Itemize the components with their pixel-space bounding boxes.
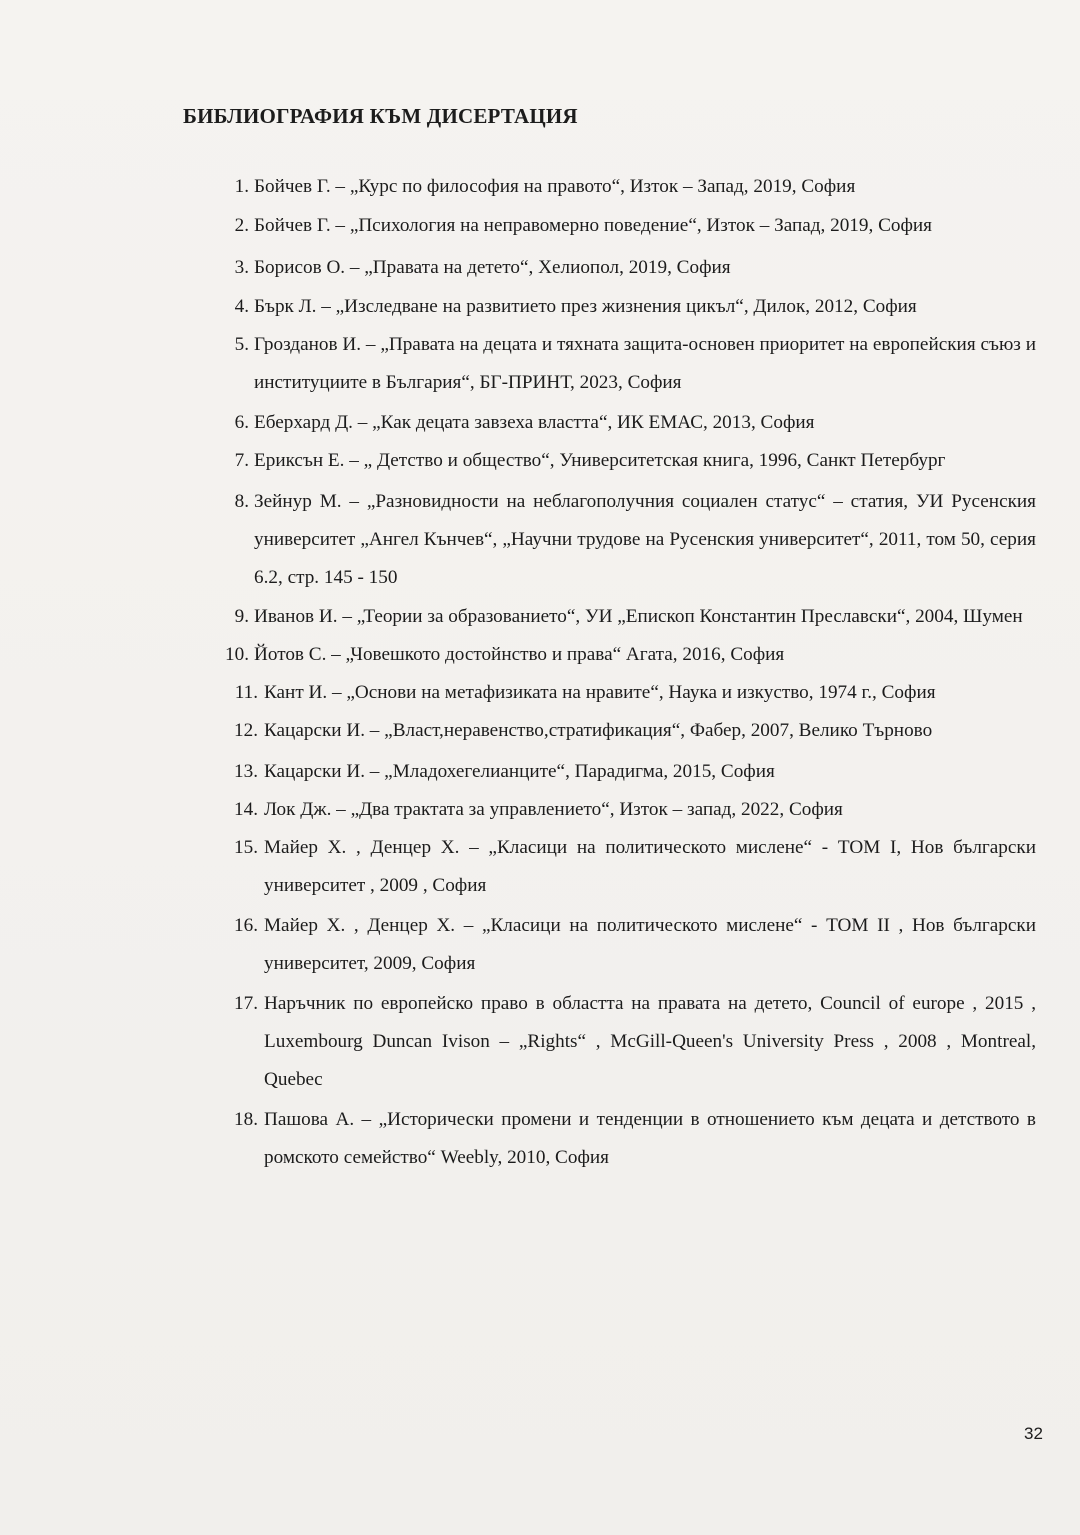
bibliography-entry — [0, 1101, 1080, 1177]
entry-number: 12. — [234, 720, 258, 741]
bibliography-entry — [0, 907, 1080, 983]
entry-text: Зейнур М. – „Разновидности на неблагополучния социален статус“ – статия, УИ Русенския университет „Ангел Кънчев“, „Научни трудове на Русенския университет“, 2011, том 50, серия 6.2, стр. 145 - 150 — [254, 491, 1036, 588]
entry-text: Наръчник по европейско право в областта на правата на детето, Council of europe , 2015 , Luxembourg Duncan Ivison – „Rights“ , McGill-Queen's University Press , 2008 , Montreal, Quebec — [264, 993, 1036, 1090]
entry-text: Майер Х. , Денцер Х. – „Класици на политическото мислене“ - ТОМ I, Нов български университет , 2009 , София — [264, 837, 1036, 896]
entry-text: Кацарски И. – „Младохегелианците“, Парадигма, 2015, София — [264, 761, 775, 782]
bibliography-entry — [0, 598, 1080, 636]
entry-text: Майер Х. , Денцер Х. – „Класици на политическото мислене“ - ТОМ II , Нов български университет, 2009, София — [264, 915, 1036, 974]
entry-number: 14. — [234, 799, 258, 820]
entry-number: 7. — [234, 450, 249, 471]
bibliography-entry — [0, 753, 1080, 791]
entry-text: Лок Дж. – „Два трактата за управлението“, Изток – запад, 2022, София — [264, 799, 843, 820]
page-title: БИБЛИОГРАФИЯ КЪМ ДИСЕРТАЦИЯ — [183, 104, 578, 128]
entry-text: Борисов О. – „Правата на детето“, Хелиопол, 2019, София — [254, 257, 731, 278]
bibliography-entry — [0, 442, 1080, 480]
bibliography-list — [0, 168, 1080, 1177]
bibliography-entry — [0, 249, 1080, 287]
entry-number: 10. — [225, 644, 249, 665]
entry-text: Кацарски И. – „Власт,неравенство,стратификация“, Фабер, 2007, Велико Търново — [264, 720, 933, 741]
entry-number: 18. — [234, 1109, 258, 1130]
entry-number: 8. — [234, 491, 249, 512]
entry-number: 4. — [234, 296, 249, 317]
entry-number: 2. — [234, 215, 249, 236]
entry-number: 16. — [234, 915, 258, 936]
bibliography-entry — [0, 168, 1080, 206]
entry-text: Йотов С. – „Човешкото достойнство и права“ Агата, 2016, София — [254, 644, 785, 665]
entry-number: 13. — [234, 761, 258, 782]
entry-text: Бърк Л. – „Изследване на развитието през жизнения цикъл“, Дилок, 2012, София — [254, 296, 917, 317]
entry-text: Бойчев Г. – „Психология на неправомерно поведение“, Изток – Запад, 2019, София — [254, 215, 933, 236]
bibliography-entry — [0, 326, 1080, 402]
entry-text: Пашова А. – „Исторически промени и тенденции в отношението към децата и детството в ромското семейство“ Weebly, 2010, София — [264, 1109, 1036, 1168]
bibliography-entry — [0, 483, 1080, 597]
entry-text: Кант И. – „Основи на метафизиката на нравите“, Наука и изкуство, 1974 г., София — [264, 682, 936, 703]
entry-text: Бойчев Г. – „Курс по философия на правото“, Изток – Запад, 2019, София — [254, 176, 856, 197]
entry-number: 15. — [234, 837, 258, 858]
entry-number: 3. — [234, 257, 249, 278]
bibliography-entry — [0, 636, 1080, 674]
entry-number: 5. — [234, 334, 249, 355]
entry-number: 17. — [234, 993, 258, 1014]
bibliography-entry — [0, 288, 1080, 326]
bibliography-entry — [0, 829, 1080, 905]
entry-number: 6. — [234, 412, 249, 433]
entry-text: Еберхард Д. – „Как децата завзеха властта“, ИК ЕМАС, 2013, София — [254, 412, 815, 433]
bibliography-entry — [0, 674, 1080, 712]
entry-number: 9. — [234, 606, 249, 627]
page-number: 32 — [1024, 1424, 1043, 1443]
bibliography-entry — [0, 791, 1080, 829]
entry-text: Грозданов И. – „Правата на децата и тяхната защита-основен приоритет на европейския съюз и институциите в България“, БГ-ПРИНТ, 2023, София — [254, 334, 1036, 393]
entry-number: 11. — [234, 682, 258, 703]
entry-number: 1. — [234, 176, 249, 197]
bibliography-entry — [0, 404, 1080, 442]
bibliography-entry — [0, 207, 1080, 245]
entry-text: Иванов И. – „Теории за образованието“, УИ „Епископ Константин Преславски“, 2004, Шумен — [254, 606, 1023, 627]
bibliography-entry — [0, 985, 1080, 1099]
entry-text: Ериксън Е. – „ Детство и общество“, Университетская книга, 1996, Санкт Петербург — [254, 450, 946, 471]
bibliography-entry — [0, 712, 1080, 750]
